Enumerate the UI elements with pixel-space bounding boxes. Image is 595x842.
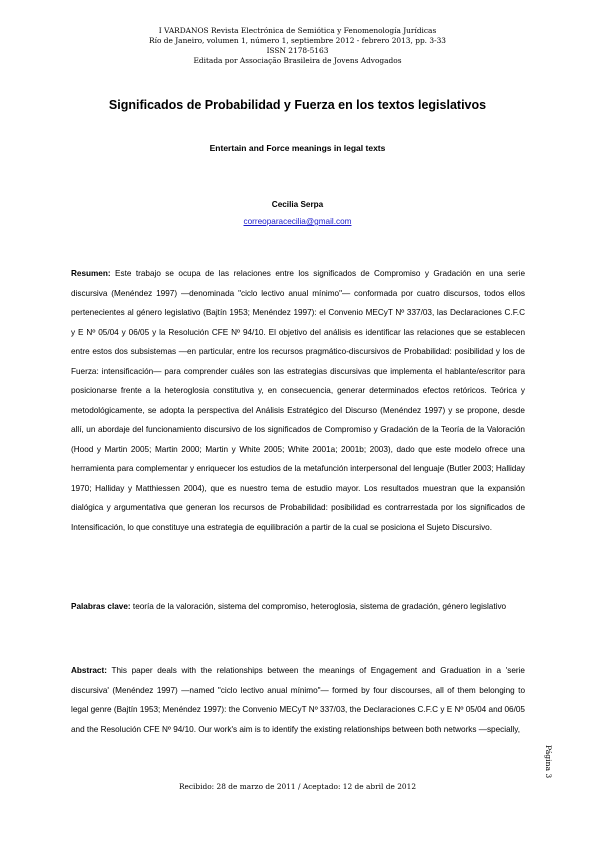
journal-issue: Río de Janeiro, volumen 1, número 1, septiembre 2012 - febrero 2013, pp. 3-33 — [149, 36, 446, 46]
keywords-label: Palabras clave: — [71, 602, 131, 611]
page-number: Página 3 — [544, 745, 553, 779]
keywords-text: teoría de la valoración, sistema del compromiso, heteroglosia, sistema de gradación, género legislativo — [132, 602, 507, 611]
abstract-text: This paper deals with the relationships between the meanings of Engagement and Graduation in a 'serie discursiva' (Menéndez 1997) —named "ciclo lectivo anual mínimo"— formed by four discourses, all of them belonging to legal genre (Bajtín 1953; Menéndez 1997): the Convenio MECyT Nº 337/03, the Declaraciones C.F.C y E Nº 05/04 and 06/05 and the Resolución CFE Nº 94/10. Our work's aim is to identify the existing relationships between both networks —specially, — [71, 666, 525, 734]
abstract-label: Abstract: — [71, 666, 107, 675]
author-email-link[interactable]: correoparacecilia@gmail.com — [243, 217, 352, 226]
resumen-paragraph — [71, 264, 525, 537]
paper-title: Significados de Probabilidad y Fuerza en los textos legislativos — [108, 98, 487, 112]
journal-issn: ISSN 2178-5163 — [266, 46, 329, 56]
journal-header — [0, 26, 595, 66]
author-email-line — [0, 217, 595, 226]
keywords-paragraph — [71, 597, 525, 617]
received-accepted-dates: Recibido: 28 de marzo de 2011 / Aceptado: 12 de abril de 2012 — [178, 782, 417, 791]
paper-subtitle: Entertain and Force meanings in legal texts — [209, 143, 386, 153]
journal-name: I VARDANOS Revista Electrónica de Semiótica y Fenomenología Jurídicas — [158, 26, 437, 35]
abstract-paragraph — [71, 661, 525, 739]
resumen-label: Resumen: — [71, 269, 111, 278]
author-name: Cecilia Serpa — [271, 200, 324, 209]
journal-publisher: Editada por Associação Brasileira de Jovens Advogados — [193, 56, 402, 66]
resumen-text: Este trabajo se ocupa de las relaciones entre los significados de Compromiso y Gradación en una serie discursiva (Menéndez 1997) —denominada "ciclo lectivo anual mínimo"— conformada por cuatro discursos, todos ellos pertenecientes al género legislativo (Bajtín 1953; Menéndez 1997): el Convenio MECyT Nº 337/03, las Declaraciones C.F.C y E Nº 05/04 y 06/05 y la Resolución CFE Nº 94/10. El objetivo del análisis es identificar las relaciones que se establecen entre estos dos subsistemas —en particular, entre los recursos pragmático-discursivos de Probabilidad: posibilidad y los de Fuerza: intensificación— para comprender cuáles son las estrategias discursivas que implementa el hablante/escritor para posicionarse frente a la heteroglosia constitutiva y, en consecuencia, generar determinados efectos retóricos. Teórica y metodológicamente, se adopta la perspectiva del Análisis Estratégico del Discurso (Menéndez 1997) y se propone, desde allí, un abordaje del funcionamiento discursivo de los significados de Compromiso y Gradación de la Teoría de la Valoración (Hood y Martin 2005; Martin 2000; Martin y White 2005; White 2001a; 2001b; 2003), dado que este modelo ofrece una herramienta para complementar y enriquecer los estudios de la metafunción interpersonal del lenguaje (Butler 2003; Halliday 1970; Halliday y Matthiessen 2004), que es nuestro tema de estudio mayor. Los resultados muestran que la expansión dialógica y argumentativa que generan los recursos de Probabilidad: posibilidad es contrarrestada por los significados de Intensificación, lo que constituye una estrategia de equilibración a partir de la cual se posiciona el Sujeto Discursivo. — [71, 269, 525, 532]
